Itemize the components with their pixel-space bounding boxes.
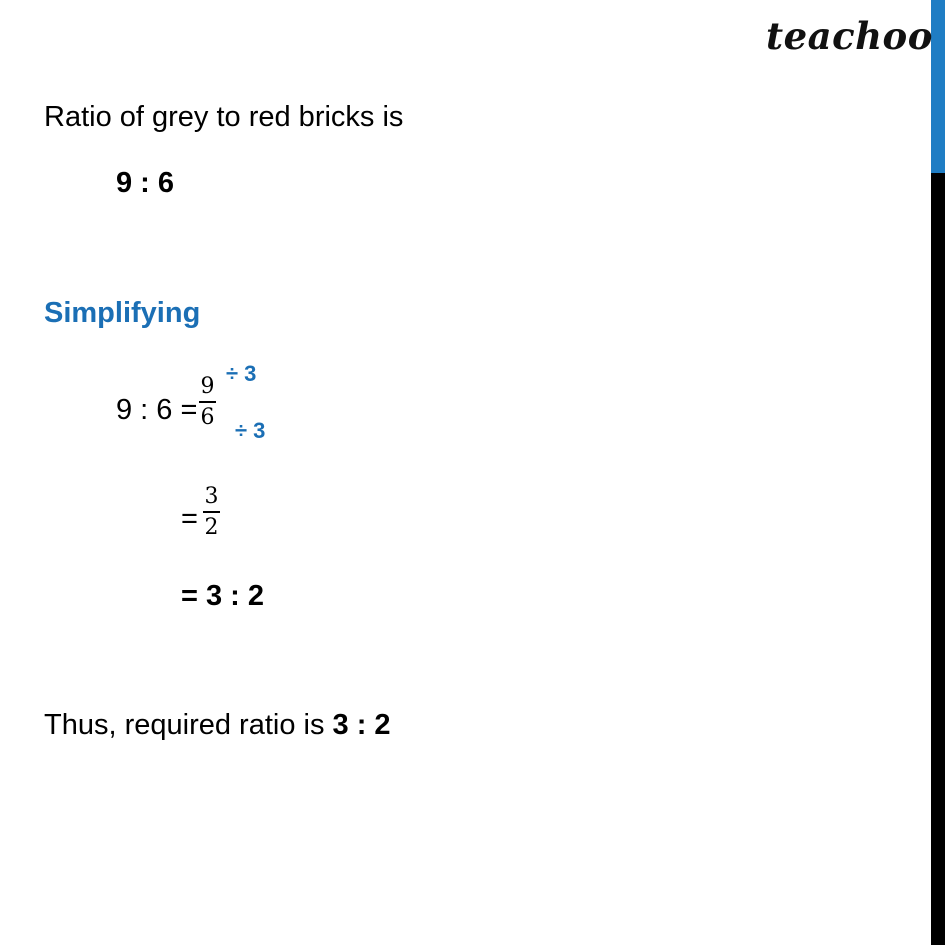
step2-fraction [203, 486, 220, 539]
divide-denominator-note: ÷ 3 [235, 418, 266, 443]
step2-equals: = [181, 503, 198, 535]
step1-lhs: 9 : 6 = [116, 394, 198, 426]
step2-denominator: 2 [204, 514, 219, 540]
conclusion-answer: 3 : 2 [332, 709, 391, 741]
teachoo-logo: teachoo [766, 14, 933, 58]
intro-text: Ratio of grey to red bricks is [44, 101, 404, 133]
step1-denominator: 6 [200, 404, 215, 430]
right-sidebar-bar [931, 0, 945, 945]
step1-numerator: 9 [200, 374, 215, 399]
step1-fraction [199, 376, 216, 429]
step2-numerator: 3 [204, 484, 219, 509]
sidebar-accent [931, 0, 945, 173]
conclusion-prefix: Thus, required ratio is [44, 709, 325, 741]
given-ratio: 9 : 6 [116, 167, 175, 199]
step3-result: = 3 : 2 [181, 580, 265, 612]
section-heading: Simplifying [44, 297, 201, 329]
divide-numerator-note: ÷ 3 [226, 361, 257, 386]
conclusion-line [44, 711, 391, 740]
